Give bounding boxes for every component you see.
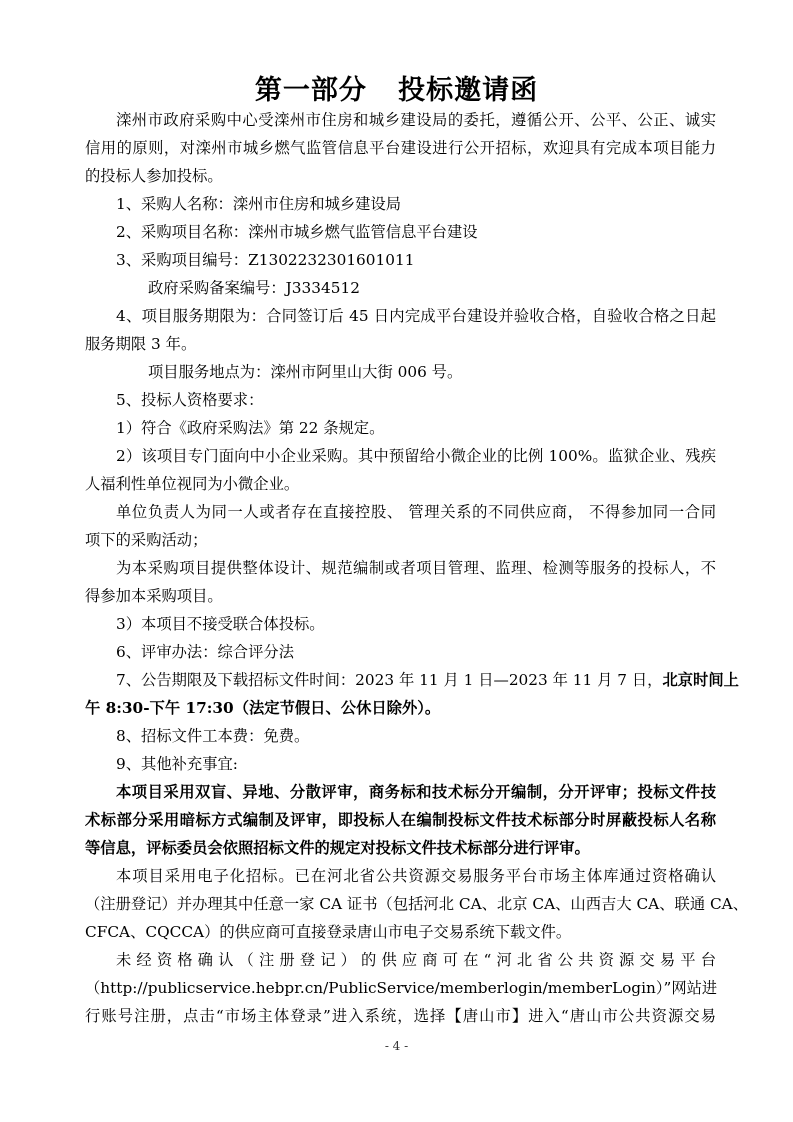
paragraph-line: 信用的原则，对滦州市城乡燃气监管信息平台建设进行公开招标，欢迎具有完成本项目能力 <box>85 139 716 157</box>
paragraph-line: 行账号注册，点击“市场主体登录”进入系统，选择【唐山市】进入“唐山市公共资源交易 <box>85 1007 716 1025</box>
paragraph-line: 得参加本采购项目。 <box>85 587 223 605</box>
list-item: 2）该项目专门面向中小企业采购。其中预留给小微企业的比例 100%。监狱企业、残疾 <box>116 447 716 465</box>
paragraph-line: 为本采购项目提供整体设计、规范编制或者项目管理、监理、检测等服务的投标人，不 <box>116 559 716 577</box>
list-item: 1）符合《政府采购法》第 22 条规定。 <box>116 419 385 437</box>
announcement-period: 7、公告期限及下载招标文件时间：2023 年 11 月 1 日—2023 年 11 月 7 日， <box>116 671 663 689</box>
list-item: 4、项目服务期限为：合同签订后 45 日内完成平台建设并验收合格，自验收合格之日起 <box>116 307 716 325</box>
paragraph-line: 的投标人参加投标。 <box>85 167 223 185</box>
paragraph-line: 未经资格确认（注册登记）的供应商可在“河北省公共资源交易平台 <box>116 951 716 969</box>
paragraph-line: （注册登记）并办理其中任意一家 CA 证书（包括河北 CA、北京 CA、山西吉大 CA、联通 CA、 <box>85 895 749 913</box>
list-item: 3、采购项目编号：Z1302232301601011 <box>116 251 415 269</box>
beijing-time-bold: 北京时间上 <box>662 671 739 689</box>
paragraph-line: 服务期限 3 年。 <box>85 335 197 353</box>
paragraph-line: 滦州市政府采购中心受滦州市住房和城乡建设局的委托，遵循公开、公平、公正、诚实 <box>116 111 716 129</box>
list-item: 项目服务地点为：滦州市阿里山大街 006 号。 <box>148 363 463 381</box>
list-item: 5、投标人资格要求： <box>116 391 264 409</box>
bold-text: 午 8:30-下午 17:30（法定节假日、公休日除外）。 <box>85 699 441 717</box>
list-item: 政府采购备案编号：J3334512 <box>148 279 360 297</box>
paragraph-line: CFCA、CQCCA）的供应商可直接登录唐山市电子交易系统下载文件。 <box>85 923 572 941</box>
bold-text: 等信息，评标委员会依照招标文件的规定对投标文件技术标部分进行评审。 <box>85 839 590 857</box>
page-title: 第一部分 投标邀请函 <box>254 75 539 106</box>
list-item: 3）本项目不接受联合体投标。 <box>116 615 325 633</box>
list-item: 6、评审办法：综合评分法 <box>116 643 294 661</box>
paragraph-line: （http://publicservice.hebpr.cn/PublicService/memberlogin/memberLogin）”网站进 <box>85 979 718 997</box>
paragraph-line: 本项目采用电子化招标。已在河北省公共资源交易服务平台市场主体库通过资格确认 <box>116 867 716 885</box>
page-number: - 4 - <box>384 1039 409 1053</box>
list-item: 9、其他补充事宜: <box>116 755 238 773</box>
paragraph-line: 项下的采购活动； <box>85 531 208 549</box>
list-item <box>116 670 739 690</box>
paragraph-line: 人福利性单位视同为小微企业。 <box>85 475 300 493</box>
paragraph-line: 单位负责人为同一人或者存在直接控股、 管理关系的不同供应商， 不得参加同一合同 <box>116 503 716 521</box>
list-item: 1、采购人名称：滦州市住房和城乡建设局 <box>116 195 402 213</box>
bold-text: 术标部分采用暗标方式编制及评审，即投标人在编制投标文件技术标部分时屏蔽投标人名称 <box>85 811 716 829</box>
list-item: 2、采购项目名称：滦州市城乡燃气监管信息平台建设 <box>116 223 478 241</box>
bold-text: 本项目采用双盲、异地、分散评审，商务标和技术标分开编制，分开评审；投标文件技 <box>116 783 716 801</box>
list-item: 8、招标文件工本费：免费。 <box>116 727 310 745</box>
